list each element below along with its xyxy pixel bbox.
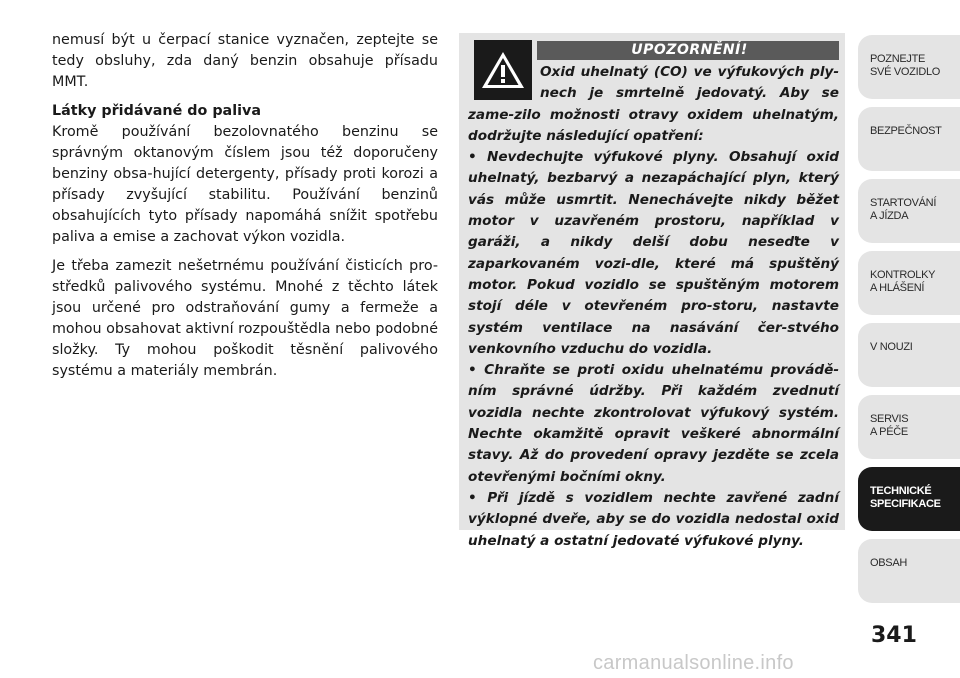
warning-triangle-icon: [474, 40, 532, 100]
tab-label: POZNEJTE SVÉ VOZIDLO: [870, 53, 941, 78]
body-text-column: [52, 30, 438, 390]
tab-label: KONTROLKY A HLÁŠENÍ: [870, 269, 936, 294]
tab-servis-a-pece[interactable]: [858, 395, 960, 459]
tab-obsah[interactable]: [858, 539, 960, 603]
warning-box: [459, 33, 845, 549]
paragraph-cleaners: Je třeba zamezit nešetrnému používání čisticích pro-středků palivového systému. Mnohé z těchto látek jsou určené pro odstraňování gumy a fermeže a mohou obsahovat aktivní rozpouštědla nebo podobné složky. Ty mohou poškodit těsnění palivového systému a materiály membrán.: [52, 258, 438, 379]
tab-bezpecnost[interactable]: [858, 107, 960, 171]
tab-label: BEZPEČNOST: [870, 125, 942, 137]
tab-v-nouzi[interactable]: [858, 323, 960, 387]
tab-technicke-specifikace[interactable]: [858, 467, 960, 531]
warning-title: UPOZORNĚNÍ!: [537, 41, 839, 60]
tab-label: V NOUZI: [870, 341, 913, 353]
tab-label: TECHNICKÉ SPECIFIKACE: [870, 485, 941, 510]
tab-label: OBSAH: [870, 557, 908, 569]
warning-bullet: • Nevdechujte výfukové plyny. Obsahují oxid uhelnatý, bezbarvý a nezapáchající plyn, který vás může usmrtit. Nenechávejte nikdy běžet motor v uzavřeném prostoru, například v garáži, a nikdy delší dobu neseďte v zaparkovaném vozi-dle, které má spuštěný motor. Pokud vozidlo se spuštěným motorem stojí déle v otevřeném pro-storu, nastavte systém ventilace na nasávání čer-stvého venkovního vzduchu do vozidla.: [468, 149, 839, 357]
tab-kontrolky-a-hlaseni[interactable]: [858, 251, 960, 315]
tab-label: SERVIS A PÉČE: [870, 413, 909, 438]
watermark: carmanualsonline.info: [593, 652, 794, 674]
warning-bullet: • Při jízdě s vozidlem nechte zavřené zadní výklopné dveře, aby se do vozidla nedostal oxid uhelnatý a ostatní jedovaté výfukové plyny.: [468, 489, 839, 549]
paragraph-additives: Kromě používání bezolovnatého benzinu se správným oktanovým číslem jsou též doporučeny benziny obsa-hující detergenty, přísady proti korozi a přísady zvyšující stabilitu. Používání benzinů obsahujících tyto přísady napomáhá snížit spotřebu paliva a emise a zachovat výkon vozidla.: [52, 124, 438, 245]
tab-label: STARTOVÁNÍ A JÍZDA: [870, 197, 937, 222]
tab-poznejte-sve-vozidlo[interactable]: [858, 35, 960, 99]
tab-startovani-a-jizda[interactable]: [858, 179, 960, 243]
page-number: 341: [871, 623, 917, 648]
warning-bullet: • Chraňte se proti oxidu uhelnatému provádě-ním správné údržby. Při každém zvednutí vozidla nechte zkontrolovat výfukový systém. Nechte okamžitě opravit veškeré abnormální stavy. Až do provedení opravy jezděte se zcela otevřenými bočními okny.: [468, 362, 839, 485]
paragraph-mmt: nemusí být u čerpací stanice vyznačen, zeptejte se tedy obsluhy, zda daný benzin obsahuje přísadu MMT.: [52, 32, 438, 90]
section-heading: Látky přidávané do paliva: [52, 103, 261, 119]
warning-intro: Oxid uhelnatý (CO) ve výfukových ply-nech je smrtelně jedovatý. Aby se zame-zilo možnosti otravy oxidem uhelnatým, dodržujte následující opatření:: [468, 64, 839, 144]
